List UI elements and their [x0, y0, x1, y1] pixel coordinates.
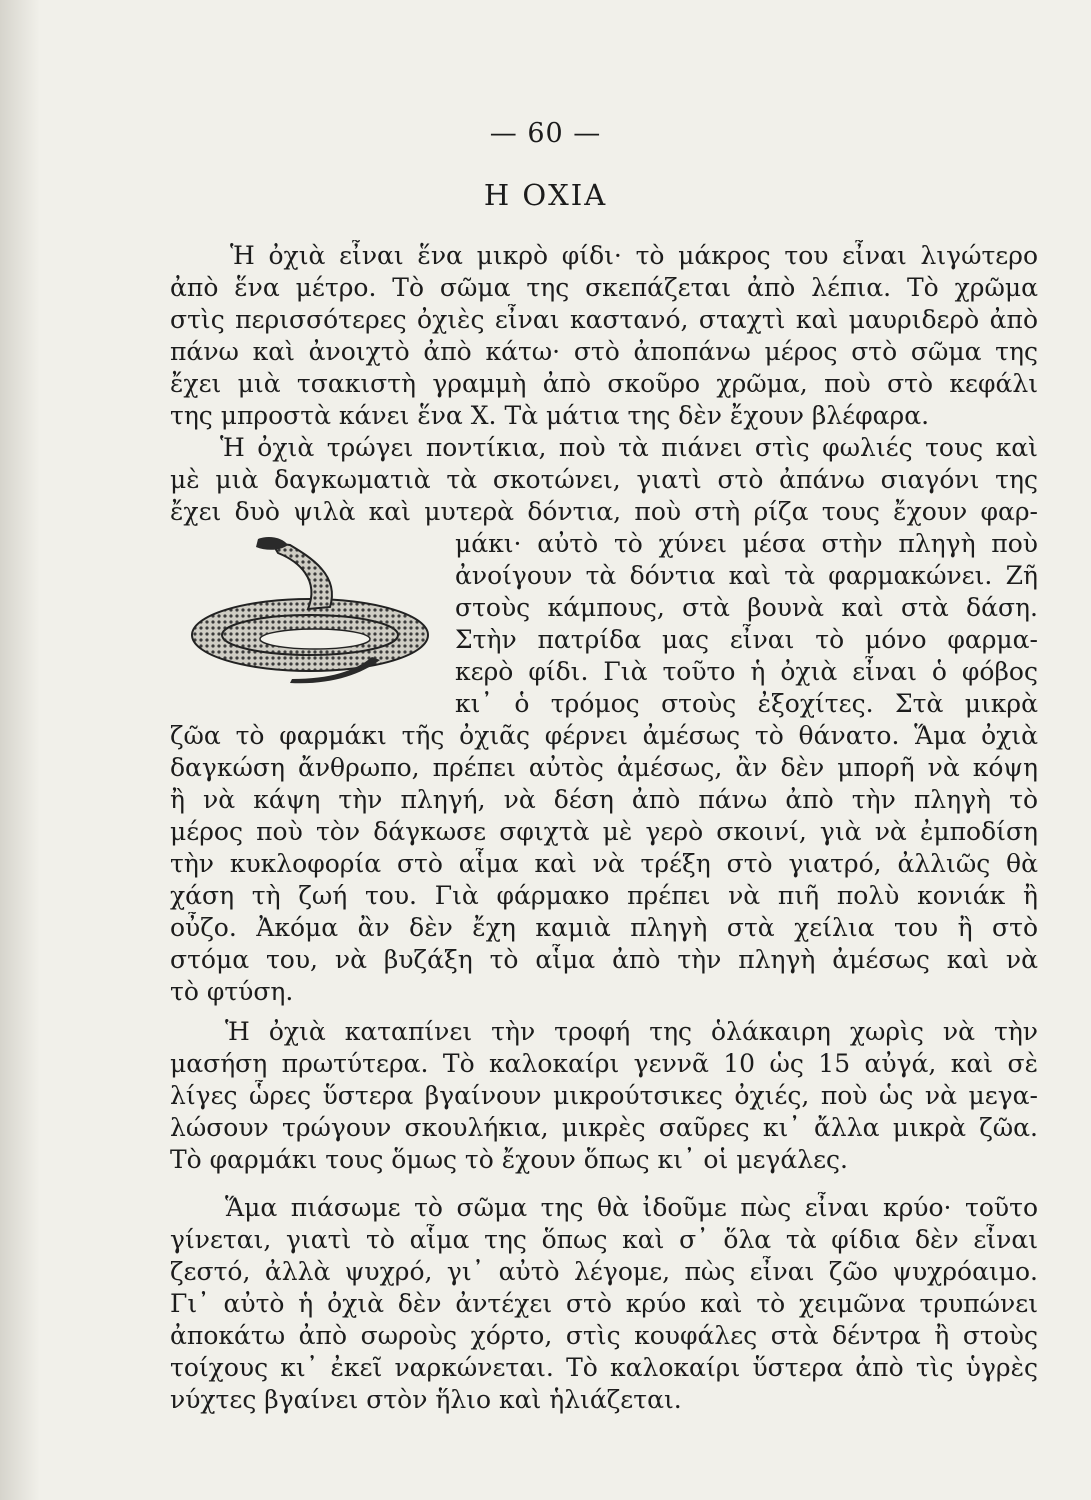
text-line: ἢ νὰ κάψη τὴν πληγή, νὰ δέση ἀπὸ πάνω ἀπὸ τὴν πληγὴ τὸ — [170, 785, 1038, 814]
text-line: Γι᾽ αὐτὸ ἡ ὀχιὰ δὲν ἀντέχει στὸ κρύο καὶ τὸ χειμῶνα τρυπώνει — [170, 1289, 1038, 1318]
text-line: της μπροστὰ κάνει ἕνα Χ. Τὰ μάτια της δὲν ἔχουν βλέφαρα. — [170, 401, 930, 430]
text-line: μέρος ποὺ τὸν δάγκωσε σφιχτὰ μὲ γερὸ σκοινί, γιὰ νὰ ἐμποδίση — [170, 817, 1038, 846]
text-line: λίγες ὧρες ὕστερα βγαίνουν μικρούτσικες ὀχιές, ποὺ ὡς νὰ μεγα- — [170, 1081, 1038, 1110]
text-line: ζῶα τὸ φαρμάκι τῆς ὀχιᾶς φέρνει ἀμέσως τὸ θάνατο. Ἅμα ὀχιὰ — [170, 721, 1038, 750]
text-line: ἀνοίγουν τὰ δόντια καὶ τὰ φαρμακώνει. Ζῆ — [455, 561, 1038, 590]
page-number: — 60 — — [489, 118, 602, 149]
text-line: κερὸ φίδι. Γιὰ τοῦτο ἡ ὀχιὰ εἶναι ὁ φόβος — [455, 657, 1038, 686]
text-line: τὸ φτύση. — [170, 977, 294, 1006]
text-line: μὲ μιὰ δαγκωματιὰ τὰ σκοτώνει, γιατὶ στὸ ἀπάνω σιαγόνι της — [170, 465, 1038, 494]
page-edge-shadow — [0, 0, 40, 1500]
text-line: ἀποκάτω ἀπὸ σωροὺς χόρτο, στὶς κουφάλες στὰ δέντρα ἢ στοὺς — [170, 1321, 1038, 1350]
text-line: ἔχει δυὸ ψιλὰ καὶ μυτερὰ δόντια, ποὺ στὴ ρίζα τους ἔχουν φαρ- — [170, 497, 1038, 526]
paragraph-2-continued — [170, 720, 1038, 1008]
page-title: Η ΟΧΙΑ — [483, 178, 608, 212]
text-line: χάση τὴ ζωή του. Γιὰ φάρμακο πρέπει νὰ πιῆ πολὺ κονιάκ ἢ — [170, 881, 1038, 910]
text-line: πάνω καὶ ἀνοιχτὸ ἀπὸ κάτω· στὸ ἀποπάνω μέρος στὸ σῶμα της — [170, 337, 1038, 366]
text-line: τὴν κυκλοφορία στὸ αἷμα καὶ νὰ τρέξη στὸ γιατρό, ἀλλιῶς θὰ — [170, 849, 1038, 878]
paragraph-3 — [170, 1016, 1038, 1176]
text-line: ἔχει μιὰ τσακιστὴ γραμμὴ ἀπὸ σκοῦρο χρῶμα, ποὺ στὸ κεφάλι — [170, 369, 1038, 398]
text-line: κι᾽ ὁ τρόμος στοὺς ἐξοχίτες. Στὰ μικρὰ — [455, 689, 1038, 718]
paragraph-1 — [170, 240, 1038, 528]
text-line: γίνεται, γιατὶ τὸ αἷμα της ὅπως καὶ σ᾽ ὅλα τὰ φίδια δὲν εἶναι — [170, 1225, 1038, 1254]
text-line: Ἡ ὀχιὰ καταπίνει τὴν τροφή της ὁλάκαιρη χωρὶς νὰ τὴν — [225, 1017, 1038, 1046]
text-line: Τὸ φαρμάκι τους ὅμως τὸ ἔχουν ὅπως κι᾽ οἱ μεγάλες. — [170, 1145, 848, 1174]
text-line: Ἅμα πιάσωμε τὸ σῶμα της θὰ ἰδοῦμε πὼς εἶναι κρύο· τοῦτο — [225, 1193, 1038, 1222]
paragraph-4 — [170, 1192, 1038, 1416]
snake-illustration — [180, 535, 440, 690]
text-line: νύχτες βγαίνει στὸν ἥλιο καὶ ἡλιάζεται. — [170, 1385, 682, 1414]
text-line: στοὺς κάμπους, στὰ βουνὰ καὶ στὰ δάση. — [455, 593, 1038, 622]
text-line: στόμα του, νὰ βυζάξη τὸ αἷμα ἀπὸ τὴν πληγὴ ἀμέσως καὶ νὰ — [170, 945, 1038, 974]
text-line: ζεστό, ἀλλὰ ψυχρό, γι᾽ αὐτὸ λέγομε, πὼς εἶναι ζῶο ψυχρόαιμο. — [170, 1257, 1038, 1286]
text-line: μασήση πρωτύτερα. Τὸ καλοκαίρι γεννᾶ 10 ὡς 15 αὐγά, καὶ σὲ — [170, 1049, 1038, 1078]
text-line: ἀπὸ ἕνα μέτρο. Τὸ σῶμα της σκεπάζεται ἀπὸ λέπια. Τὸ χρῶμα — [170, 273, 1038, 302]
text-line: τοίχους κι᾽ ἐκεῖ ναρκώνεται. Τὸ καλοκαίρι ὕστερα ἀπὸ τὶς ὑγρὲς — [170, 1353, 1038, 1382]
text-line: λώσουν τρώγουν σκουλήκια, μικρὲς σαῦρες κι᾽ ἄλλα μικρὰ ζῶα. — [170, 1113, 1038, 1142]
paragraph-2-wrapped — [455, 528, 1038, 720]
text-line: Ἡ ὀχιὰ εἶναι ἕνα μικρὸ φίδι· τὸ μάκρος του εἶναι λιγώτερο — [230, 241, 1038, 270]
text-line: δαγκώση ἄνθρωπο, πρέπει αὐτὸς ἀμέσως, ἂν δὲν μπορῆ νὰ κόψη — [170, 753, 1038, 782]
text-line: Στὴν πατρίδα μας εἶναι τὸ μόνο φαρμα- — [455, 625, 1038, 654]
text-line: μάκι· αὐτὸ τὸ χύνει μέσα στὴν πληγὴ ποὺ — [455, 529, 1038, 558]
text-line: οὖζο. Ἀκόμα ἂν δὲν ἔχη καμιὰ πληγὴ στὰ χείλια του ἢ στὸ — [170, 913, 1038, 942]
text-line: Ἡ ὀχιὰ τρώγει ποντίκια, ποὺ τὰ πιάνει στὶς φωλιές τους καὶ — [220, 433, 1038, 462]
text-line: στὶς περισσότερες ὀχιὲς εἶναι καστανό, σταχτὶ καὶ μαυριδερὸ ἀπὸ — [170, 305, 1038, 334]
